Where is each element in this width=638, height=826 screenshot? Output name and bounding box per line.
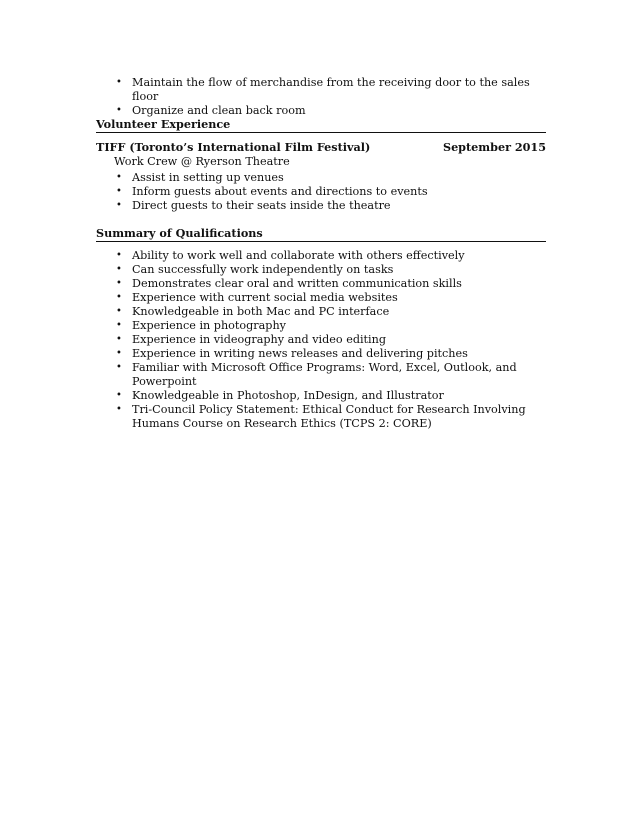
list-item [114, 403, 554, 431]
bullet-text: Inform guests about events and directions to events [132, 185, 428, 198]
bullet-icon: • [116, 250, 122, 261]
list-item [114, 104, 554, 118]
bullet-icon: • [116, 292, 122, 303]
qualifications-heading: Summary of Qualifications [96, 226, 546, 242]
bullet-icon: • [116, 278, 122, 289]
bullet-text: Experience in writing news releases and delivering pitches [132, 347, 468, 360]
bullet-text: Organize and clean back room [132, 104, 306, 117]
volunteer-bullet-list [114, 171, 554, 213]
bullet-text: Ability to work well and collaborate with others effectively [132, 249, 465, 262]
bullet-text: Demonstrates clear oral and written communication skills [132, 277, 462, 290]
list-item [114, 347, 554, 361]
qualifications-bullet-list [114, 249, 554, 431]
list-item [114, 277, 554, 291]
list-item [114, 291, 554, 305]
bullet-text: Experience in videography and video editing [132, 333, 386, 346]
bullet-icon: • [116, 200, 122, 211]
bullet-icon: • [116, 404, 122, 415]
list-item [114, 305, 554, 319]
bullet-icon: • [116, 186, 122, 197]
bullet-icon: • [116, 348, 122, 359]
bullet-text: Direct guests to their seats inside the theatre [132, 199, 391, 212]
bullet-text: Can successfully work independently on tasks [132, 263, 394, 276]
list-item [114, 185, 554, 199]
bullet-text: Tri-Council Policy Statement: Ethical Conduct for Research Involving Humans Course on Research Ethics (TCPS 2: CORE) [132, 403, 526, 430]
bullet-icon: • [116, 334, 122, 345]
list-item [114, 389, 554, 403]
job-subtitle: Work Crew @ Ryerson Theatre [114, 155, 290, 168]
job-date: September 2015 [442, 140, 546, 154]
bullet-icon: • [116, 172, 122, 183]
bullet-icon: • [116, 390, 122, 401]
job-title: TIFF (Toronto’s International Film Festival) [96, 140, 371, 154]
bullet-text: Familiar with Microsoft Office Programs: Word, Excel, Outlook, and Powerpoint [132, 361, 517, 388]
bullet-text: Maintain the flow of merchandise from the receiving door to the sales floor [132, 76, 530, 103]
bullet-icon: • [116, 77, 122, 88]
bullet-icon: • [116, 362, 122, 373]
list-item [114, 249, 554, 263]
bullet-text: Experience in photography [132, 319, 286, 332]
bullet-icon: • [116, 105, 122, 116]
previous-job-bullet-list [114, 76, 554, 118]
bullet-icon: • [116, 306, 122, 317]
bullet-icon: • [116, 320, 122, 331]
list-item [114, 171, 554, 185]
list-item [114, 263, 554, 277]
list-item [114, 361, 554, 389]
list-item [114, 333, 554, 347]
bullet-icon: • [116, 264, 122, 275]
bullet-text: Knowledgeable in both Mac and PC interface [132, 305, 390, 318]
volunteer-experience-heading: Volunteer Experience [96, 117, 546, 133]
list-item [114, 76, 554, 104]
bullet-text: Experience with current social media websites [132, 291, 398, 304]
list-item [114, 319, 554, 333]
bullet-text: Assist in setting up venues [132, 171, 284, 184]
list-item [114, 199, 554, 213]
bullet-text: Knowledgeable in Photoshop, InDesign, and Illustrator [132, 389, 444, 402]
